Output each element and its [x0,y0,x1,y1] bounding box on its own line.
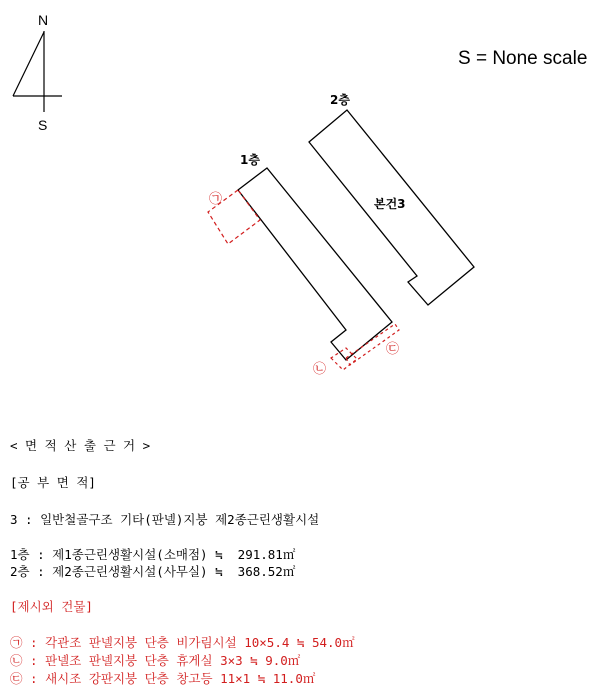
marker-c: ㉢ [386,342,400,357]
excluded-line-c: ㉢ : 새시조 강판지붕 단층 창고등 11×1 ≒ 11.0㎡ [10,671,316,686]
floor-line-2: 2층 : 제2종근린생활시설(사무실) ≒ 368.52㎡ [10,564,296,579]
north-arrow-icon [13,31,62,112]
marker-a: ㉠ [209,192,223,207]
floor2-label: 2층 [330,93,350,107]
public-area-heading: [공 부 면 적] [10,475,96,490]
compass-north: N [38,12,49,28]
floor-line-1: 1층 : 제1종근린생활시설(소매점) ≒ 291.81㎡ [10,547,296,562]
excluded-line-b: ㉡ : 판넬조 판넬지붕 단층 휴게실 3×3 ≒ 9.0㎡ [10,653,301,668]
scale-label: S = None scale [458,48,588,69]
marker-b: ㉡ [313,362,327,377]
building-label: 본건3 [374,197,406,211]
excluded-line-a: ㉠ : 각관조 판넬지붕 단층 비가림시설 10×5.4 ≒ 54.0㎡ [10,635,355,650]
structure-line: 3 : 일반철골구조 기타(판넬)지붕 제2종근린생활시설 [10,512,320,527]
excluded-heading: [제시외 건물] [10,599,93,614]
floor1-label: 1층 [240,153,260,167]
calc-heading: < 면 적 산 출 근 거 > [10,438,151,453]
compass-south: S [38,117,48,133]
